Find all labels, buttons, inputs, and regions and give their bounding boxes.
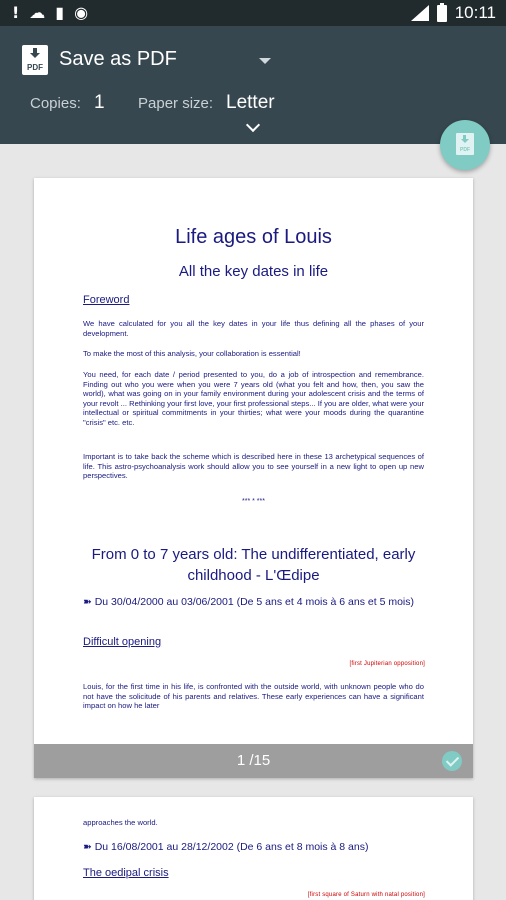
red-annotation: [first square of Saturn with natal position]: [307, 892, 425, 898]
separator: *** * ***: [242, 498, 265, 505]
pdf-badge-label: PDF: [27, 63, 43, 72]
check-icon[interactable]: [442, 751, 462, 771]
notification-icons: [12, 4, 88, 22]
chevron-down-icon[interactable]: [246, 120, 260, 134]
status-bar: [0, 0, 506, 26]
copies-input[interactable]: 1: [94, 92, 105, 113]
clock: 10:11: [454, 3, 496, 22]
signal-icon: [411, 5, 429, 21]
paragraph: Louis, for the first time in his life, is confronted with the outside world, with unknown people who do not have the solicitude of his parents and relatives. These early experiences can have a significant impact on how he later: [83, 682, 424, 711]
paragraph: We have calculated for you all the key dates in your life thus defining all the phases of your development.: [83, 319, 424, 338]
paragraph: You need, for each date / period presented to you, do a job of introspection and remembrance. Finding out who you were when you were 7 years old (what you felt and how, then, you saw the world), what was going on in your family environment during your adolescent crisis and the terms of your revolt ... Rethinking your first love, your first professional steps... If you are older, what were your intellectual or spiritual commitments in your thirties; what were your moods during the quarantine "crisis" etc. etc.: [83, 370, 424, 427]
dropdown-arrow-icon[interactable]: [259, 58, 271, 64]
battery-icon: [437, 5, 447, 22]
document-subtitle: All the key dates in life: [178, 263, 329, 280]
pdf-download-icon: PDF: [456, 133, 474, 155]
foreword-link: Foreword: [83, 294, 130, 306]
copies-label: Copies:: [30, 95, 81, 112]
date-range: ➽ Du 16/08/2001 au 28/12/2002 (De 6 ans et 8 mois à 8 ans): [83, 841, 369, 853]
subsection-link: Difficult opening: [83, 636, 162, 648]
print-options-header: [0, 26, 506, 144]
document-title: Life ages of Louis: [175, 226, 332, 248]
paragraph: Important is to take back the scheme which is described here in these 13 archetypical sequences of life. This astro-psychoanalysis work should allow you to see yourself in a new light to open up new perspectives.: [83, 452, 424, 481]
page-indicator: 1 /15: [236, 752, 271, 769]
section-title: From 0 to 7 years old: The undifferentiated, early childhood - L'Œdipe: [91, 546, 416, 584]
android-icon: ◉: [74, 3, 89, 22]
paper-size-selector[interactable]: Letter: [226, 92, 275, 113]
chat-icon: ☁: [29, 3, 46, 22]
page-preview-2[interactable]: [34, 797, 473, 900]
red-annotation: [first Jupiterian opposition]: [349, 661, 425, 667]
date-range: ➽ Du 30/04/2000 au 03/06/2001 (De 5 ans et 4 mois à 6 ans et 5 mois): [83, 596, 415, 608]
paragraph: approaches the world.: [83, 818, 158, 827]
paper-size-label: Paper size:: [138, 95, 214, 112]
sd-card-icon: ▮: [55, 3, 65, 22]
destination-selector[interactable]: Save as PDF: [59, 48, 177, 70]
page-footer: [34, 744, 473, 778]
download-pdf-button[interactable]: [440, 120, 490, 170]
subsection-link: The oedipal crisis: [83, 867, 169, 879]
alert-icon: !: [12, 3, 20, 22]
page-preview-1[interactable]: [34, 178, 473, 778]
paragraph: To make the most of this analysis, your collaboration is essential!: [83, 349, 301, 358]
pdf-file-icon: [22, 45, 48, 75]
